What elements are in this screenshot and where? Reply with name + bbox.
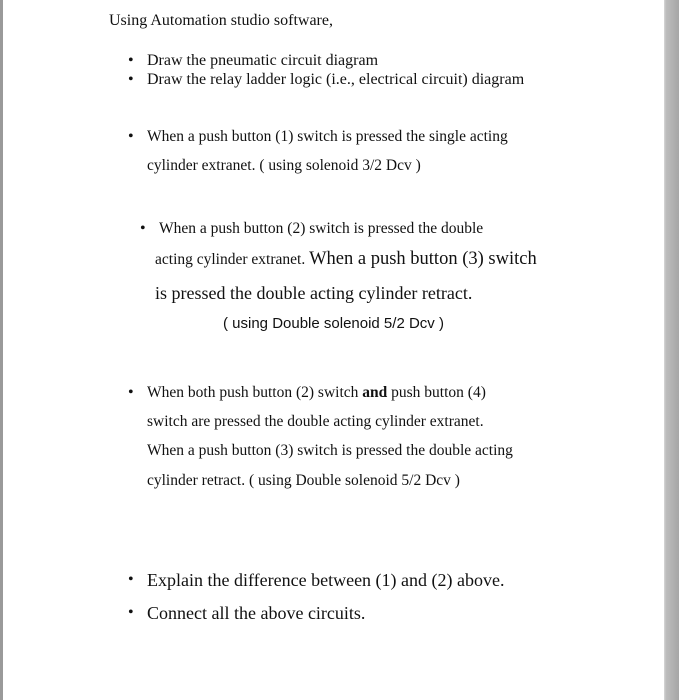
final-list-item: Connect all the above circuits. bbox=[147, 603, 366, 623]
bullet-icon: • bbox=[128, 52, 134, 69]
task3-line1-bold: and bbox=[362, 384, 388, 401]
bullet-icon: • bbox=[128, 128, 134, 145]
page-edge-right bbox=[664, 0, 679, 700]
task2-line4: ( using Double solenoid 5/2 Dcv ) bbox=[223, 315, 444, 332]
task1-line2: cylinder extranet. ( using solenoid 3/2 Dcv ) bbox=[147, 157, 421, 174]
task3-line2: switch are pressed the double acting cylinder extranet. bbox=[147, 413, 484, 430]
task2-line2 bbox=[155, 250, 537, 269]
page-edge-left bbox=[0, 0, 3, 700]
task1-line1: When a push button (1) switch is pressed the single acting bbox=[147, 128, 508, 145]
bullet-icon: • bbox=[128, 384, 134, 401]
bullet-icon: • bbox=[128, 604, 134, 621]
task2-line2-a: acting cylinder extranet. bbox=[155, 251, 310, 268]
task3-line1 bbox=[147, 385, 486, 401]
task2-line1: When a push button (2) switch is pressed the double bbox=[159, 220, 484, 237]
task2-line3: is pressed the double acting cylinder retract. bbox=[155, 283, 473, 303]
bullet-icon: • bbox=[128, 571, 134, 588]
intro-text: Using Automation studio software, bbox=[109, 12, 333, 29]
list-item: Draw the pneumatic circuit diagram bbox=[147, 52, 379, 69]
list-item: Draw the relay ladder logic (i.e., electrical circuit) diagram bbox=[147, 71, 525, 88]
task3-line1-b: push button (4) bbox=[387, 384, 486, 401]
task3-line4: cylinder retract. ( using Double solenoid 5/2 Dcv ) bbox=[147, 472, 460, 489]
task3-line1-a: When both push button (2) switch bbox=[147, 384, 363, 401]
bullet-icon: • bbox=[128, 71, 134, 88]
task3-line3: When a push button (3) switch is pressed the double acting bbox=[147, 442, 513, 459]
task2-line2-b: When a push button (3) switch bbox=[309, 249, 537, 269]
bullet-icon: • bbox=[140, 220, 146, 237]
final-list-item: Explain the difference between (1) and (2) above. bbox=[147, 570, 505, 590]
